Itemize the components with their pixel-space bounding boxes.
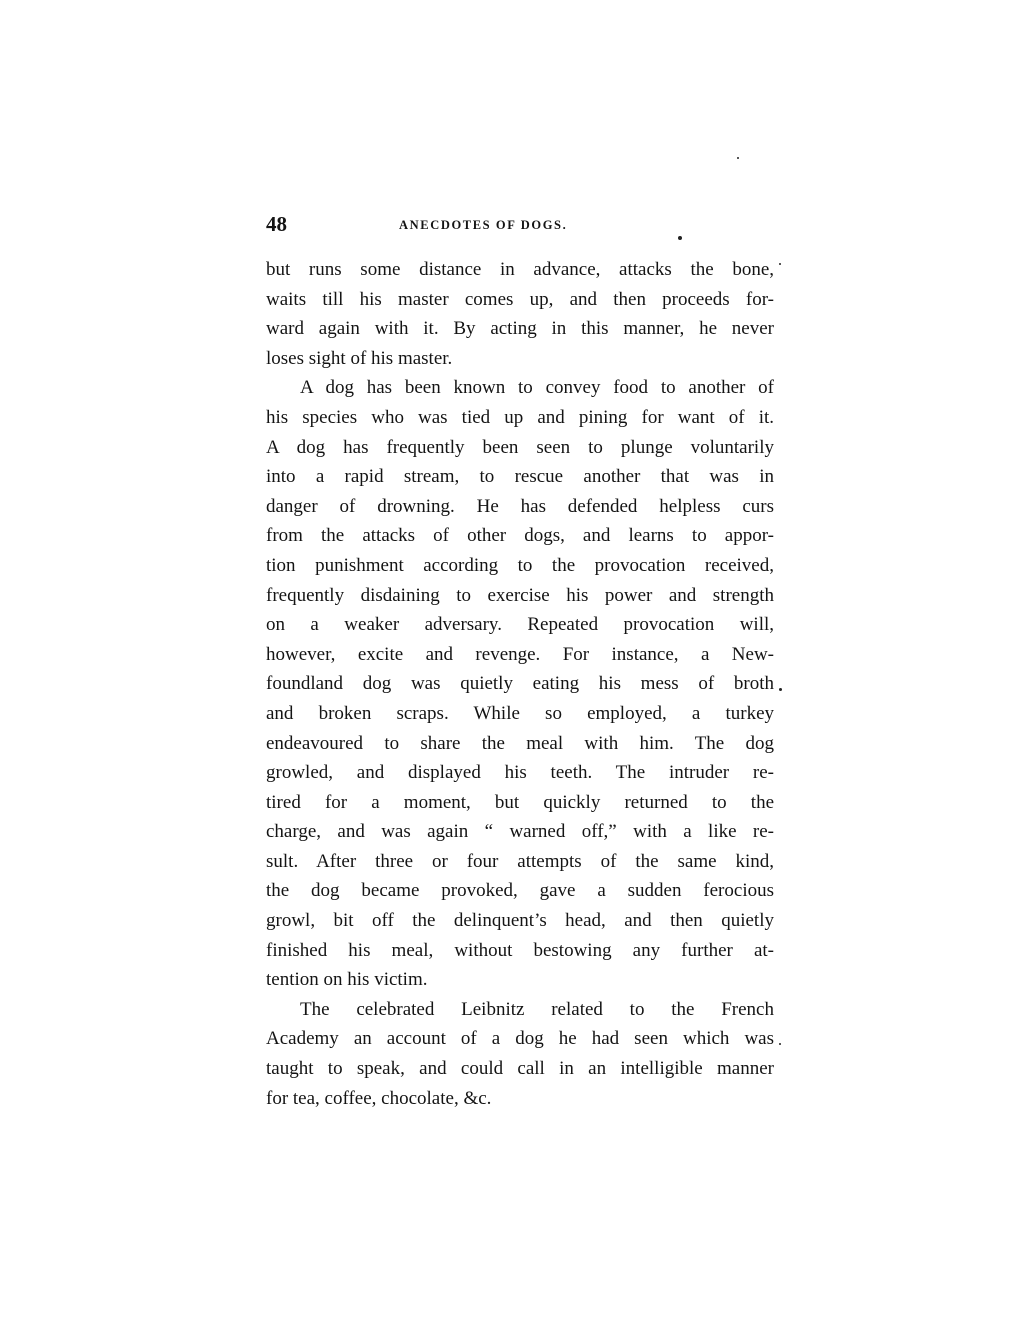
paragraph-1 [266, 255, 774, 373]
scan-speck [779, 1043, 781, 1045]
page-header [266, 212, 776, 242]
text-line: Academy an account of a dog he had seen which was [266, 1028, 774, 1050]
text-line: loses sight of his master. [266, 347, 453, 369]
text-line: however, excite and revenge. For instance, a New- [266, 643, 774, 665]
running-head: ANECDOTES OF DOGS. [399, 218, 568, 232]
text-line: from the attacks of other dogs, and learns to appor- [266, 525, 774, 547]
page-number: 48 [266, 212, 287, 236]
text-line: for tea, coffee, chocolate, &c. [266, 1087, 492, 1109]
paragraph-3 [266, 995, 774, 1113]
text-line: foundland dog was quietly eating his mess of broth [266, 673, 774, 695]
text-line: his species who was tied up and pining for want of it. [266, 406, 774, 428]
text-line: ward again with it. By acting in this manner, he never [266, 318, 774, 340]
text-line: sult. After three or four attempts of the same kind, [266, 850, 774, 872]
text-line: endeavoured to share the meal with him. The dog [266, 732, 774, 754]
text-line: and broken scraps. While so employed, a turkey [266, 702, 774, 724]
text-line: tired for a moment, but quickly returned to the [266, 791, 774, 813]
text-line: tion punishment according to the provocation received, [266, 554, 774, 576]
scan-speck [737, 157, 739, 159]
text-line: taught to speak, and could call in an intelligible manner [266, 1058, 774, 1080]
text-line: A dog has been known to convey food to another of [300, 377, 774, 399]
text-line: growled, and displayed his teeth. The intruder re- [266, 762, 774, 784]
text-line: charge, and was again “ warned off,” with a like re- [266, 821, 774, 843]
text-line: finished his meal, without bestowing any further at- [266, 939, 774, 961]
scan-speck [779, 263, 781, 265]
text-line: danger of drowning. He has defended helpless curs [266, 495, 774, 517]
paragraph-2 [266, 373, 774, 994]
text-line: tention on his victim. [266, 969, 428, 991]
body-text [266, 255, 774, 1113]
text-line: but runs some distance in advance, attacks the bone, [266, 259, 774, 280]
text-line: growl, bit off the delinquent’s head, and then quietly [266, 910, 774, 932]
text-line: frequently disdaining to exercise his power and strength [266, 584, 774, 606]
scan-speck [678, 236, 682, 240]
text-line: A dog has frequently been seen to plunge voluntarily [266, 436, 774, 458]
scan-speck [779, 688, 782, 691]
text-line: on a weaker adversary. Repeated provocation will, [266, 614, 774, 636]
text-line: The celebrated Leibnitz related to the French [300, 998, 774, 1020]
text-line: waits till his master comes up, and then proceeds for- [266, 288, 774, 310]
text-line: the dog became provoked, gave a sudden ferocious [266, 880, 774, 902]
text-line: into a rapid stream, to rescue another that was in [266, 466, 774, 488]
